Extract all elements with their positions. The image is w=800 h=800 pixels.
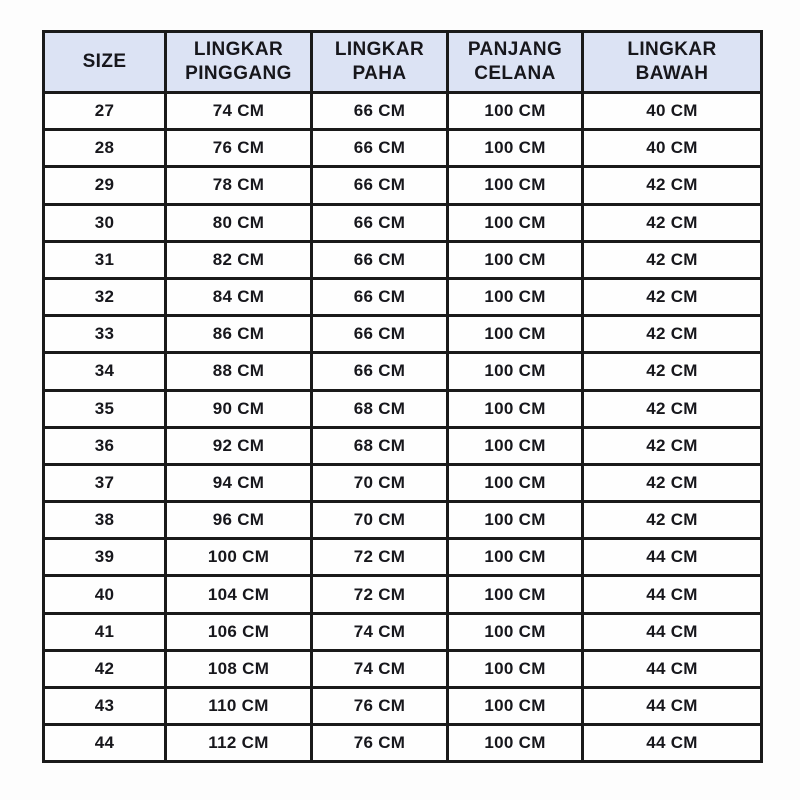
measurement-cell: 68 CM xyxy=(312,390,448,427)
table-row xyxy=(44,613,762,650)
table-row xyxy=(44,390,762,427)
column-header-line: PINGGANG xyxy=(185,63,292,84)
measurement-cell: 84 CM xyxy=(166,278,312,315)
size-cell: 30 xyxy=(44,204,166,241)
table-header-row xyxy=(44,32,762,93)
size-cell: 31 xyxy=(44,241,166,278)
table-body xyxy=(44,93,762,762)
measurement-cell: 100 CM xyxy=(448,539,583,576)
measurement-cell: 76 CM xyxy=(166,130,312,167)
measurement-cell: 40 CM xyxy=(583,130,762,167)
measurement-cell: 100 CM xyxy=(448,576,583,613)
measurement-cell: 44 CM xyxy=(583,576,762,613)
column-header-line: LINGKAR xyxy=(193,39,284,61)
table-row xyxy=(44,241,762,278)
measurement-cell: 94 CM xyxy=(166,464,312,501)
measurement-cell: 74 CM xyxy=(312,650,448,687)
size-cell: 34 xyxy=(44,353,166,390)
measurement-cell: 100 CM xyxy=(448,316,583,353)
size-cell: 35 xyxy=(44,390,166,427)
measurement-cell: 96 CM xyxy=(166,502,312,539)
size-cell: 29 xyxy=(44,167,166,204)
size-cell: 40 xyxy=(44,576,166,613)
measurement-cell: 104 CM xyxy=(166,576,312,613)
measurement-cell: 88 CM xyxy=(166,353,312,390)
measurement-cell: 82 CM xyxy=(166,241,312,278)
table-row xyxy=(44,539,762,576)
measurement-cell: 92 CM xyxy=(166,427,312,464)
measurement-cell: 42 CM xyxy=(583,316,762,353)
measurement-cell: 42 CM xyxy=(583,278,762,315)
measurement-cell: 66 CM xyxy=(312,278,448,315)
measurement-cell: 74 CM xyxy=(166,93,312,130)
measurement-cell: 86 CM xyxy=(166,316,312,353)
column-header-line: SIZE xyxy=(82,51,127,73)
measurement-cell: 66 CM xyxy=(312,241,448,278)
column-header-line: LINGKAR xyxy=(334,39,425,61)
measurement-cell: 108 CM xyxy=(166,650,312,687)
column-header-line: LINGKAR xyxy=(627,39,717,61)
measurement-cell: 76 CM xyxy=(312,725,448,762)
table-row xyxy=(44,167,762,204)
column-header-lingkar-paha xyxy=(312,32,448,93)
measurement-cell: 70 CM xyxy=(312,502,448,539)
size-cell: 33 xyxy=(44,316,166,353)
measurement-cell: 100 CM xyxy=(166,539,312,576)
table-row xyxy=(44,353,762,390)
measurement-cell: 66 CM xyxy=(312,93,448,130)
measurement-cell: 100 CM xyxy=(448,93,583,130)
measurement-cell: 100 CM xyxy=(448,241,583,278)
measurement-cell: 68 CM xyxy=(312,427,448,464)
measurement-cell: 100 CM xyxy=(448,464,583,501)
table-row xyxy=(44,130,762,167)
size-table xyxy=(42,30,763,763)
measurement-cell: 72 CM xyxy=(312,576,448,613)
measurement-cell: 76 CM xyxy=(312,688,448,725)
measurement-cell: 74 CM xyxy=(312,613,448,650)
measurement-cell: 66 CM xyxy=(312,316,448,353)
measurement-cell: 40 CM xyxy=(583,93,762,130)
measurement-cell: 42 CM xyxy=(583,390,762,427)
table-row xyxy=(44,650,762,687)
measurement-cell: 66 CM xyxy=(312,204,448,241)
column-header-lingkar-pinggang xyxy=(166,32,312,93)
table-row xyxy=(44,688,762,725)
size-cell: 36 xyxy=(44,427,166,464)
measurement-cell: 100 CM xyxy=(448,613,583,650)
table-row xyxy=(44,93,762,130)
measurement-cell: 112 CM xyxy=(166,725,312,762)
measurement-cell: 42 CM xyxy=(583,204,762,241)
measurement-cell: 66 CM xyxy=(312,167,448,204)
measurement-cell: 100 CM xyxy=(448,353,583,390)
measurement-cell: 44 CM xyxy=(583,688,762,725)
size-cell: 32 xyxy=(44,278,166,315)
table-row xyxy=(44,576,762,613)
measurement-cell: 72 CM xyxy=(312,539,448,576)
measurement-cell: 100 CM xyxy=(448,390,583,427)
measurement-cell: 44 CM xyxy=(583,613,762,650)
measurement-cell: 42 CM xyxy=(583,241,762,278)
measurement-cell: 100 CM xyxy=(448,130,583,167)
measurement-cell: 90 CM xyxy=(166,390,312,427)
measurement-cell: 100 CM xyxy=(448,204,583,241)
measurement-cell: 70 CM xyxy=(312,464,448,501)
table-row xyxy=(44,278,762,315)
measurement-cell: 66 CM xyxy=(312,130,448,167)
measurement-cell: 44 CM xyxy=(583,539,762,576)
measurement-cell: 100 CM xyxy=(448,167,583,204)
table-row xyxy=(44,725,762,762)
measurement-cell: 42 CM xyxy=(583,464,762,501)
measurement-cell: 44 CM xyxy=(583,650,762,687)
size-cell: 42 xyxy=(44,650,166,687)
measurement-cell: 78 CM xyxy=(166,167,312,204)
size-cell: 38 xyxy=(44,502,166,539)
column-header-line: BAWAH xyxy=(635,63,709,84)
size-cell: 41 xyxy=(44,613,166,650)
measurement-cell: 100 CM xyxy=(448,502,583,539)
size-cell: 28 xyxy=(44,130,166,167)
measurement-cell: 80 CM xyxy=(166,204,312,241)
measurement-cell: 100 CM xyxy=(448,278,583,315)
header-row xyxy=(44,32,762,93)
size-cell: 37 xyxy=(44,464,166,501)
size-cell: 27 xyxy=(44,93,166,130)
measurement-cell: 66 CM xyxy=(312,353,448,390)
size-cell: 44 xyxy=(44,725,166,762)
measurement-cell: 42 CM xyxy=(583,502,762,539)
column-header-size xyxy=(44,32,166,93)
measurement-cell: 100 CM xyxy=(448,650,583,687)
measurement-cell: 42 CM xyxy=(583,353,762,390)
measurement-cell: 110 CM xyxy=(166,688,312,725)
column-header-lingkar-bawah xyxy=(583,32,762,93)
measurement-cell: 106 CM xyxy=(166,613,312,650)
column-header-panjang-celana xyxy=(448,32,583,93)
column-header-line: CELANA xyxy=(474,63,556,84)
size-chart xyxy=(42,30,760,763)
measurement-cell: 100 CM xyxy=(448,725,583,762)
size-cell: 43 xyxy=(44,688,166,725)
column-header-line: PANJANG xyxy=(467,39,563,61)
measurement-cell: 42 CM xyxy=(583,427,762,464)
table-row xyxy=(44,204,762,241)
table-row xyxy=(44,464,762,501)
table-row xyxy=(44,427,762,464)
measurement-cell: 44 CM xyxy=(583,725,762,762)
column-header-line: PAHA xyxy=(352,63,407,84)
measurement-cell: 100 CM xyxy=(448,688,583,725)
measurement-cell: 42 CM xyxy=(583,167,762,204)
table-row xyxy=(44,316,762,353)
table-row xyxy=(44,502,762,539)
size-cell: 39 xyxy=(44,539,166,576)
measurement-cell: 100 CM xyxy=(448,427,583,464)
